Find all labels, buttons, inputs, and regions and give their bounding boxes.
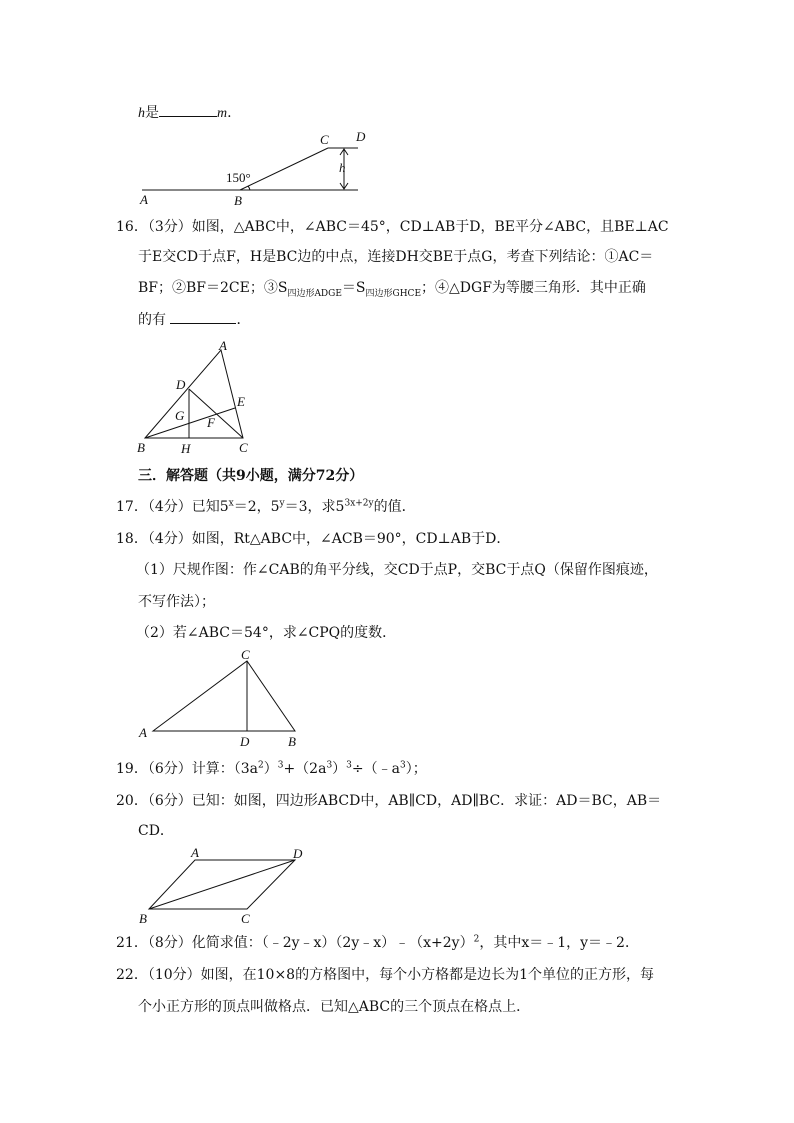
- answer-blank: [170, 311, 236, 324]
- q21: 21．（8分）化简求值：$(﹣2y﹣x)(2y﹣x)﹣(x+2y)^2$，其中x＝﹣1，y＝﹣2．: [116, 934, 639, 951]
- label-C: C: [320, 132, 329, 147]
- label-A: A: [140, 192, 148, 207]
- label-G: G: [175, 408, 185, 423]
- figure-slope: [130, 128, 370, 208]
- label-D: D: [293, 846, 303, 861]
- q16-line1: 16．（3分）如图，△ABC中，∠ABC＝45°，CD⊥AB于D，BE平分∠ABC，且BE⊥AC: [116, 219, 669, 235]
- figure-right-triangle-18: [135, 645, 310, 751]
- q17: 17．（4分）已知$5^x=2$，$5^y=3$，求$5^{3x+2y}$的值．: [116, 498, 416, 515]
- label-C: C: [241, 647, 250, 662]
- label-B: B: [139, 911, 147, 926]
- q16-line2: 于E交CD于点F，H是BC边的中点，连接DH交BE于点G，考查下列结论：①AC＝: [138, 249, 654, 265]
- label-H: H: [181, 441, 191, 456]
- label-B: B: [234, 193, 242, 208]
- q20-line2: CD．: [138, 823, 174, 839]
- q18-line3: 不写作法）；: [138, 594, 215, 610]
- label-A: A: [139, 725, 147, 740]
- label-B: B: [288, 734, 296, 749]
- q18-line4: （2）若∠ABC＝54°，求∠CPQ的度数．: [136, 625, 397, 641]
- label-D: D: [356, 129, 366, 144]
- label-D: D: [176, 377, 186, 392]
- label-A: A: [219, 338, 227, 353]
- label-E: E: [237, 394, 245, 409]
- label-D: D: [240, 734, 250, 749]
- label-h: h: [339, 160, 346, 175]
- q19: 19．（6分）计算：$(3a^2)^3+(2a^3)^3\div(﹣a^3)$；: [116, 760, 427, 777]
- q16-line4: 的有 ．: [138, 312, 251, 328]
- answer-blank: [159, 104, 217, 117]
- label-A: A: [191, 845, 199, 860]
- q22-line1: 22．（10分）如图，在10×8的方格图中，每个小方格都是边长为1个单位的正方形，每: [116, 967, 654, 983]
- figure-parallelogram-20: [135, 843, 315, 929]
- label-C: C: [241, 911, 250, 926]
- q18-line2: （1）尺规作图：作∠CAB的角平分线，交CD于点P，交BC于点Q（保留作图痕迹，: [136, 562, 658, 578]
- label-F: F: [207, 415, 215, 430]
- section-heading: 三．解答题（共9小题，满分72分）: [138, 468, 364, 484]
- q18-line1: 18．（4分）如图，Rt△ABC中，∠ACB＝90°，CD⊥AB于D．: [116, 531, 511, 547]
- q22-line2: 个小正方形的顶点叫做格点．已知△ABC的三个顶点在格点上．: [138, 999, 531, 1015]
- figure-triangle-16: [135, 338, 265, 458]
- label-angle: 150°: [226, 170, 251, 185]
- q16-line3: BF；②BF＝2CE；$③S_{四边形ADGE}=S_{四边形GHCE}$；④△DGF为等腰三角形．其中正确: [138, 280, 646, 299]
- q15-answer-line: h是 m.: [138, 105, 232, 121]
- q20-line1: 20．（6分）已知：如图，四边形ABCD中，AB∥CD，AD∥BC．求证：AD＝BC，AB＝: [116, 793, 662, 809]
- label-B: B: [137, 440, 145, 455]
- label-C: C: [239, 440, 248, 455]
